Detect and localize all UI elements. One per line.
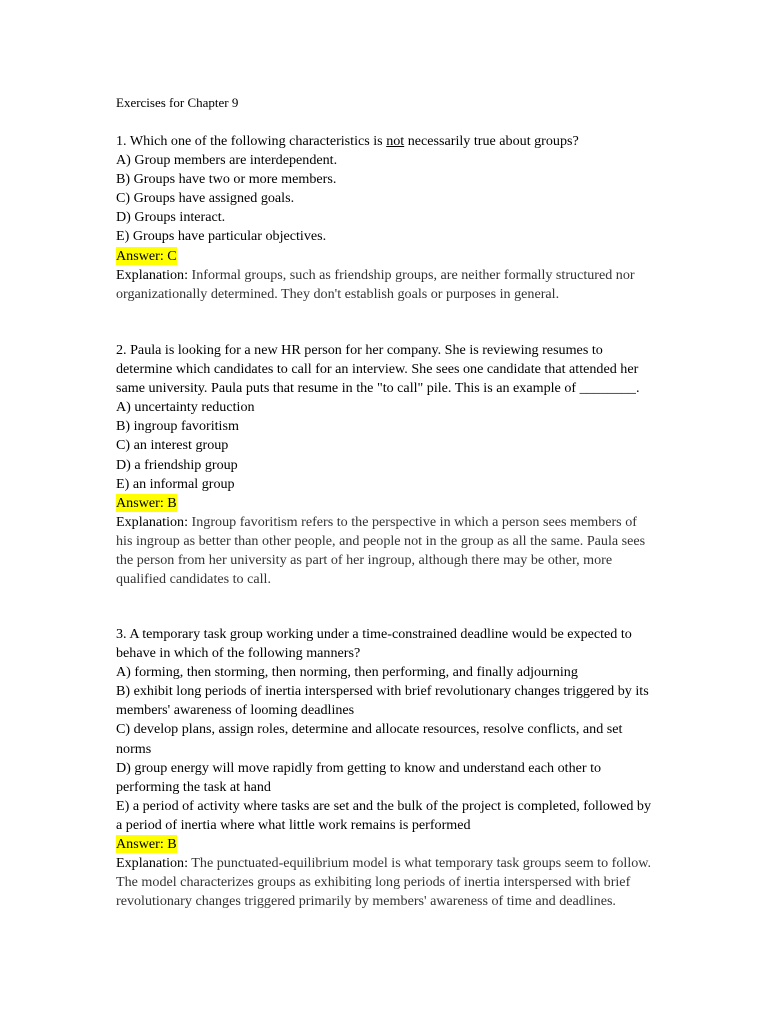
option-d: D) a friendship group (116, 456, 238, 473)
question-stem: 3. A temporary task group working under a time-constrained deadline would be expected to behave in which of the following manners? (116, 626, 632, 662)
option-b: B) Groups have two or more members. (116, 171, 337, 188)
answer-row (116, 835, 656, 854)
option-c: C) Groups have assigned goals. (116, 190, 295, 207)
stem-text-end: necessarily true about groups? (404, 133, 579, 149)
stem-text: 1. Which one of the following characteristics is (116, 133, 387, 149)
answer-row (116, 494, 656, 513)
explanation (116, 854, 656, 911)
question-3 (116, 625, 656, 911)
explanation-text: Ingroup favoritism refers to the perspective in which a person sees members of his ingroup as better than other people, and people not in the group as all the same. Paula sees the person from her university as part of her ingroup, although there may be other, more qualified candidates to call. (116, 513, 646, 588)
question-stem (116, 132, 656, 151)
option-e: E) an informal group (116, 475, 235, 492)
answer-highlight: Answer: B (116, 836, 177, 853)
option-b: B) exhibit long periods of inertia interspersed with brief revolutionary changes triggered by its members' awareness of looming deadlines (116, 683, 649, 719)
option-d: D) Groups interact. (116, 209, 226, 226)
document-title: Exercises for Chapter 9 (116, 95, 239, 110)
option-e: E) Groups have particular objectives. (116, 228, 327, 245)
option-a: A) forming, then storming, then norming, then performing, and finally adjourning (116, 664, 578, 681)
question-2 (116, 341, 656, 589)
answer-highlight: Answer: B (116, 494, 177, 511)
explanation-label: Explanation: (116, 266, 189, 283)
option-a: A) uncertainty reduction (116, 399, 255, 416)
explanation (116, 266, 656, 304)
question-1 (116, 132, 656, 304)
explanation-label: Explanation: (116, 855, 189, 872)
option-c: C) develop plans, assign roles, determine and allocate resources, resolve conflicts, and set norms (116, 721, 623, 757)
option-c: C) an interest group (116, 437, 229, 454)
option-b: B) ingroup favoritism (116, 418, 239, 435)
option-a: A) Group members are interdependent. (116, 152, 338, 169)
answer-row (116, 247, 656, 266)
explanation (116, 513, 656, 589)
explanation-label: Explanation: (116, 513, 189, 530)
explanation-text: The punctuated-equilibrium model is what temporary task groups seem to follow. The model characterizes groups as exhibiting long periods of inertia interspersed with brief revolutionary changes triggered primarily by members' awareness of time and deadlines. (116, 855, 652, 910)
stem-underlined-word: not (386, 133, 405, 149)
option-d: D) group energy will move rapidly from getting to know and understand each other to performing the task at hand (116, 759, 602, 795)
explanation-text: Informal groups, such as friendship groups, are neither formally structured nor organizationally determined. They don't establish goals or purposes in general. (116, 266, 635, 302)
option-e: E) a period of activity where tasks are set and the bulk of the project is completed, followed by a period of inertia where what little work remains is performed (116, 797, 651, 833)
answer-highlight: Answer: C (116, 247, 177, 264)
question-stem: 2. Paula is looking for a new HR person for her company. She is reviewing resumes to determine which candidates to call for an interview. She sees one candidate that attended her same university. Paula puts that resume in the "to call" pile. This is an example of ________. (116, 342, 640, 397)
